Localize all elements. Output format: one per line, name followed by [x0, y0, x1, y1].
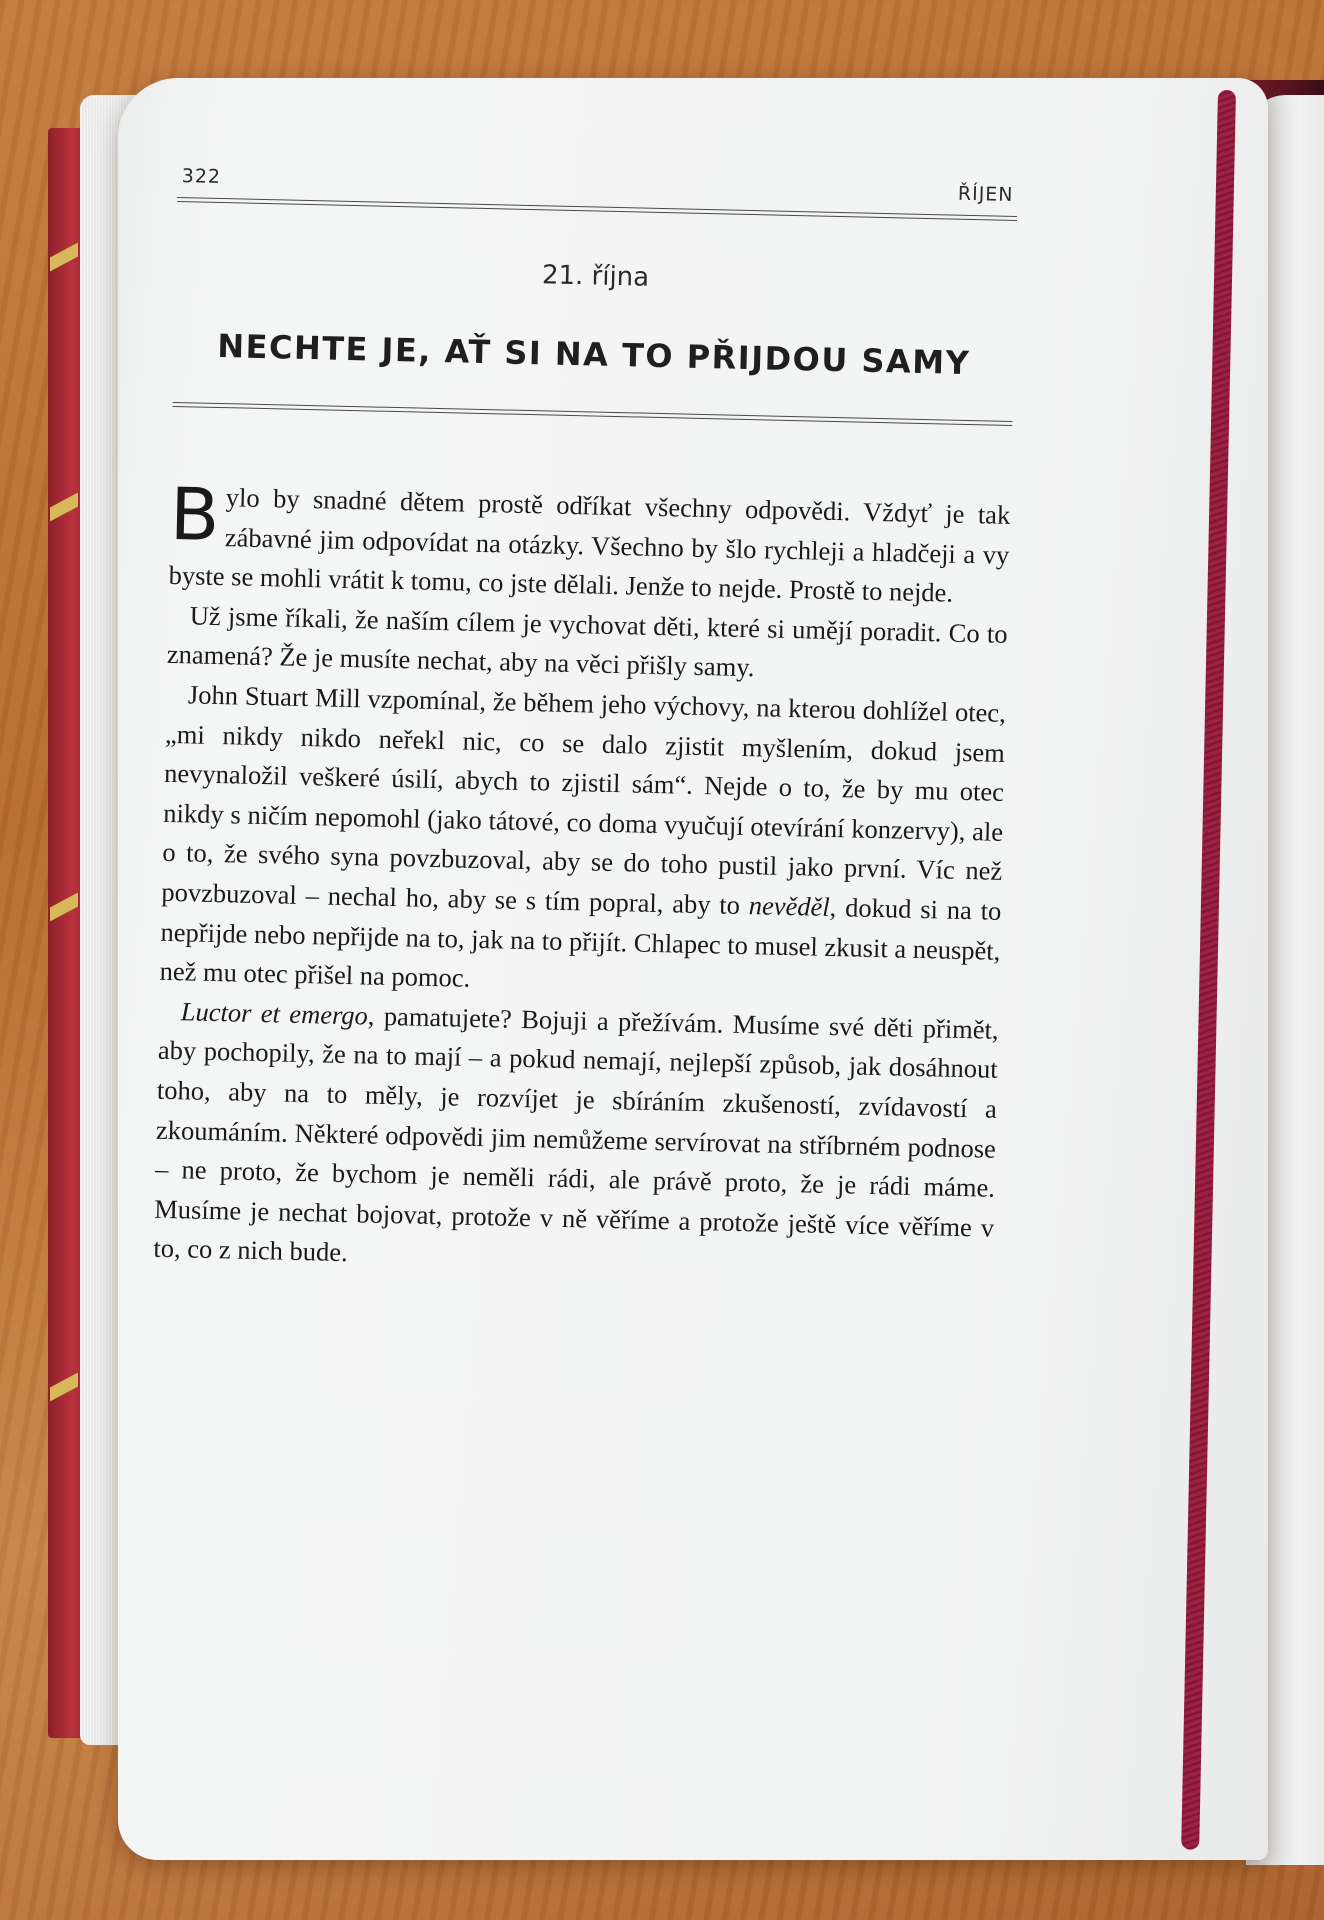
body-text [153, 471, 1011, 1288]
paragraph-1: Bylo by snadné dětem prostě odříkat všechny odpovědi. Vždyť je tak zábavné jim odpovídat na otázky. Všechno by šlo rychleji a hladčeji a vy byste se mohli vrátit k tomu, co jste dělali. Jenže to nejde. Prostě to nejde. [168, 471, 1011, 608]
paragraph-4: Luctor et emergo, pamatujete? Bojuji a přežívám. Musíme své děti přimět, aby pochopily, že na to mají – a pokud nemají, nejlepší způsob, jak dosáhnout toho, aby na to měly, je rozvíjet je sbíráním zkušeností, zvídavostí a zkoumáním. Některé odpovědi jim nemůžeme servírovat na stříbrném podnose – ne proto, že bychom je neměli rádi, ale právě proto, že je rádi máme. Musíme je nechat bojovat, protože v ně věříme a protože ještě více věříme v to, co z nich bude. [153, 996, 999, 1268]
page-number: 322 [181, 165, 222, 188]
page-content [153, 165, 1018, 1288]
title-rule [173, 402, 1013, 426]
paragraph-2: Už jsme říkali, že naším cílem je vychovat děti, které si umějí poradit. Co to znamená? Že je musíte nechat, aby na věci přišly samy. [166, 600, 1008, 683]
drop-cap: B [169, 471, 221, 558]
chapter-title: ŘÍJEN [957, 182, 1014, 206]
paragraph-3: John Stuart Mill vzpomínal, že během jeho výchovy, na kterou dohlížel otec, „mi nikdy nikdo neřekl nic, co se dalo zjistit myšlením, dokud jsem nevynaložil veškeré úsilí, abych to zjistil sám“. Nejde o to, že by mu otec nikdy s ničím nepomohl (jako tátové, co doma vyučují otevírání konzervy), ale o to, že svého syna povzbuzoval, aby se do toho pustil jako první. Víc než povzbuzoval – nechal ho, aby se s tím popral, aby to nevěděl, dokud si na to nepřijde nebo nepřijde na to, jak na to přijít. Chlapec to musel zkusit a neuspět, než mu otec přišel na pomoc. [159, 679, 1007, 993]
entry-title: NECHTE JE, AŤ SI NA TO PŘIJDOU SAMY [216, 326, 971, 383]
entry-date: 21. října [541, 260, 650, 293]
